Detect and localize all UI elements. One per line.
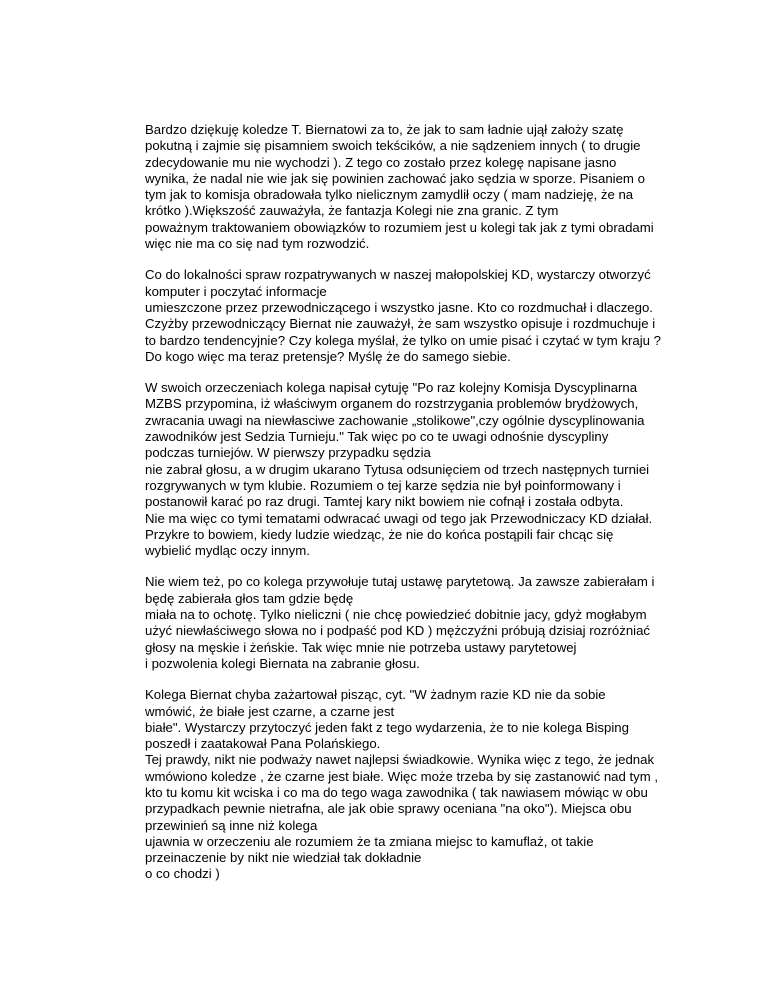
text-line: głosy na męskie i żeńskie. Tak więc mnie nie potrzeba ustawy parytetowej [145,639,577,655]
text-line: Bardzo dziękuję koledze T. Biernatowi za to, że jak to sam ładnie ujął założy szatę [145,122,624,137]
text-line: kto tu komu kit wciska i co ma do tego waga zawodnika ( tak nawiasem mówiąc w obu [145,784,648,800]
paragraph-4 [145,574,685,672]
text-line: Co do lokalności spraw rozpatrywanych w naszej małopolskiej KD, wystarczy otworzyć [145,267,651,283]
text-line: poważnym traktowaniem obowiązków to rozumiem jest u kolegi tak jak z tymi obradami [145,219,654,235]
text-line: wybielić mydląc oczy innym. [145,543,310,559]
text-line: przewinień są inne niż kolega [145,817,318,833]
text-line: o co chodzi ) [145,866,220,882]
text-line: ujawnia w orzeczeniu ale rozumiem że ta zmiana miejsc to kamuflaż, ot takie [145,833,594,849]
text-line: Kolega Biernat chyba zażartował pisząc, cyt. "W żadnym razie KD nie da sobie [145,687,606,703]
text-line: miała na to ochotę. Tylko nieliczni ( nie chcę powiedzieć dobitnie jacy, gdyż mogłabym [145,607,647,623]
paragraph-5 [145,687,685,883]
text-line: MZBS przypomina, iż właściwym organem do rozstrzygania problemów brydżowych, [145,396,639,412]
text-line: rozgrywanych w tym klubie. Rozumiem o tej karze sędzia nie był poinformowany i [145,477,621,493]
text-line: nie zabrał głosu, a w drugim ukarano Tytusa odsunięciem od trzech następnych turniei [145,461,650,477]
text-line: przeinaczenie by nikt nie wiedział tak dokładnie [145,850,422,866]
text-line: Nie wiem też, po co kolega przywołuje tutaj ustawę parytetową. Ja zawsze zabierałam i [145,574,655,590]
paragraph-1 [145,122,685,252]
text-line: to bardzo tendencyjnie? Czy kolega myślał, że tylko on umie pisać i czytać w tym kraju ? [145,332,661,348]
text-line: krótko ).Większość zauważyła, że fantazja Kolegi nie zna granic. Z tym [145,203,559,219]
text-line: białe". Wystarczy przytoczyć jeden fakt z tego wydarzenia, że to nie kolega Bisping [145,719,629,735]
text-line: pokutną i zajmie się pisamniem swoich tekścików, a nie sądzeniem innych ( to drugie [145,138,641,154]
text-line: zwracania uwagi na niewłasciwe zachowanie „stolikowe",czy ogólnie dyscyplinowania [145,412,645,428]
document-body [145,122,685,898]
text-line: podczas turniejów. W pierwszy przypadku sędzia [145,445,431,461]
text-line: i pozwolenia kolegi Biernata na zabranie głosu. [145,655,420,671]
text-line: wmówić, że białe jest czarne, a czarne jest [145,703,395,719]
text-line: komputer i poczytać informacje [145,283,327,299]
text-line: umieszczone przez przewodniczącego i wszystko jasne. Kto co rozdmuchał i dlaczego. [145,299,653,315]
text-line: więc nie ma co się nad tym rozwodzić. [145,236,370,252]
text-line: postanowił karać po raz drugi. Tamtej kary nikt bowiem nie cofnął i została odbyta. [145,494,624,510]
text-line: Przykre to bowiem, kiedy ludzie wiedząc, że nie do końca postąpili fair chcąc się [145,526,614,542]
text-line: przypadkach pewnie nietrafna, ale jak obie sprawy oceniana "na oko"). Miejsca obu [145,801,632,817]
text-line: poszedł i zaatakował Pana Polańskiego. [145,736,381,752]
paragraph-3 [145,380,685,559]
text-line: Tej prawdy, nikt nie podważy nawet najlepsi świadkowie. Wynika więc z tego, że jednak [145,752,655,768]
text-line: Do kogo więc ma teraz pretensje? Myślę że do samego siebie. [145,348,511,364]
text-line: zdecydowanie mu nie wychodzi ). Z tego co zostało przez kolegę napisane jasno [145,154,617,170]
text-line: wynika, że nadal nie wie jak się powinien zachować jako sędzia w sporze. Pisaniem o [145,170,645,186]
text-line: tym jak to komisja obradowała tylko nielicznym zamydlił oczy ( mam nadzieję, że na [145,187,634,203]
text-line: zawodników jest Sedzia Turnieju." Tak więc po co te uwagi odnośnie dyscypliny [145,429,609,445]
text-line: Czyżby przewodniczący Biernat nie zauważył, że sam wszystko opisuje i rozdmuchuje i [145,316,656,332]
text-line: W swoich orzeczeniach kolega napisał cytuję "Po raz kolejny Komisja Dyscyplinarna [145,380,638,396]
text-line: Nie ma więc co tymi tematami odwracać uwagi od tego jak Przewodniczacy KD działał. [145,510,653,526]
text-line: wmówiono koledze , że czarne jest białe. Więc może trzeba by się zastanowić nad tym , [145,768,659,784]
paragraph-2 [145,267,685,365]
text-line: będę zabierała głos tam gdzie będę [145,590,354,606]
text-line: użyć niewłaściwego słowa no i podpaść pod KD ) mężczyźni próbują dzisiaj rozróżniać [145,623,651,639]
